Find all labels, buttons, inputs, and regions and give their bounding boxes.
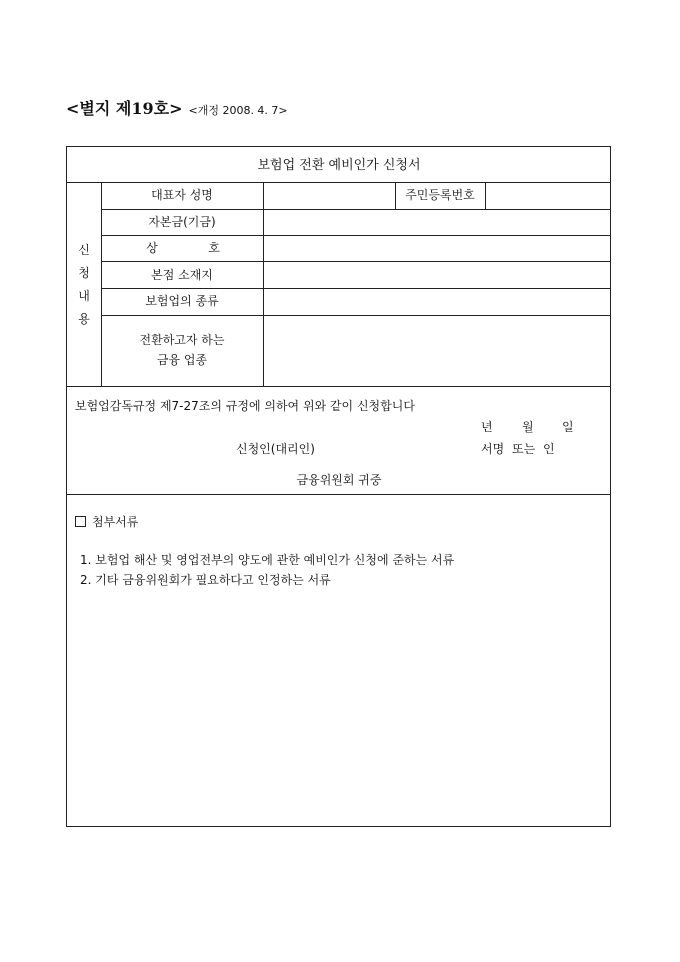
field-insurance-type[interactable] (264, 289, 610, 315)
label-trade-name-2: 호 (208, 241, 220, 255)
field-trade-name[interactable] (264, 236, 610, 261)
label-trade-name-1: 상 (146, 241, 158, 255)
declaration-statement: 보험업감독규정 제7-27조의 규정에 의하여 위와 같이 신청합니다 (75, 399, 415, 413)
annex-number: <별지 제19호> (66, 99, 183, 118)
label-target-business-line2: 금융 업종 (156, 353, 208, 367)
date-day: 일 (562, 420, 574, 434)
label-target-business-line1: 전환하고자 하는 (139, 333, 225, 347)
field-target-business[interactable] (264, 316, 610, 386)
label-resident-no: 주민등록번호 (405, 188, 475, 202)
attachments-heading: 첨부서류 (92, 515, 139, 529)
attachments-heading-row (75, 516, 138, 528)
application-form (66, 146, 611, 827)
attachment-item-1: 1. 보험업 해산 및 영업전부의 양도에 관한 예비인가 신청에 준하는 서류 (80, 553, 455, 567)
field-rep-name[interactable] (264, 183, 395, 209)
label-target-business (140, 330, 225, 370)
applicant-label: 신청인(대리인) (236, 442, 315, 456)
form-header (66, 96, 288, 119)
attachment-item-2: 2. 기타 금융위원회가 필요하다고 인정하는 서류 (80, 573, 331, 587)
label-insurance-type: 보험업의 종류 (145, 294, 219, 308)
sign-label: 서명 또는 인 (481, 442, 555, 456)
date-year: 년 (481, 420, 493, 434)
date-month: 월 (522, 420, 534, 434)
label-head-office: 본점 소재지 (151, 268, 213, 282)
divider-section (67, 386, 610, 387)
revision-date: <개정 2008. 4. 7> (188, 104, 288, 117)
vline-resident-left (395, 182, 396, 209)
label-rep-name: 대표자 성명 (151, 188, 213, 202)
field-head-office[interactable] (264, 262, 610, 288)
checkbox-icon[interactable] (75, 516, 86, 527)
field-resident-no[interactable] (486, 183, 610, 209)
form-title: 보험업 전환 예비인가 신청서 (257, 158, 421, 173)
label-capital: 자본금(기금) (148, 215, 216, 229)
section-label (67, 183, 101, 387)
section-label-text: 신청내용 (78, 243, 90, 326)
vline-section-label (101, 182, 102, 386)
divider-declaration (67, 494, 610, 495)
addressee: 금융위원회 귀중 (296, 473, 382, 487)
field-capital[interactable] (264, 210, 610, 235)
